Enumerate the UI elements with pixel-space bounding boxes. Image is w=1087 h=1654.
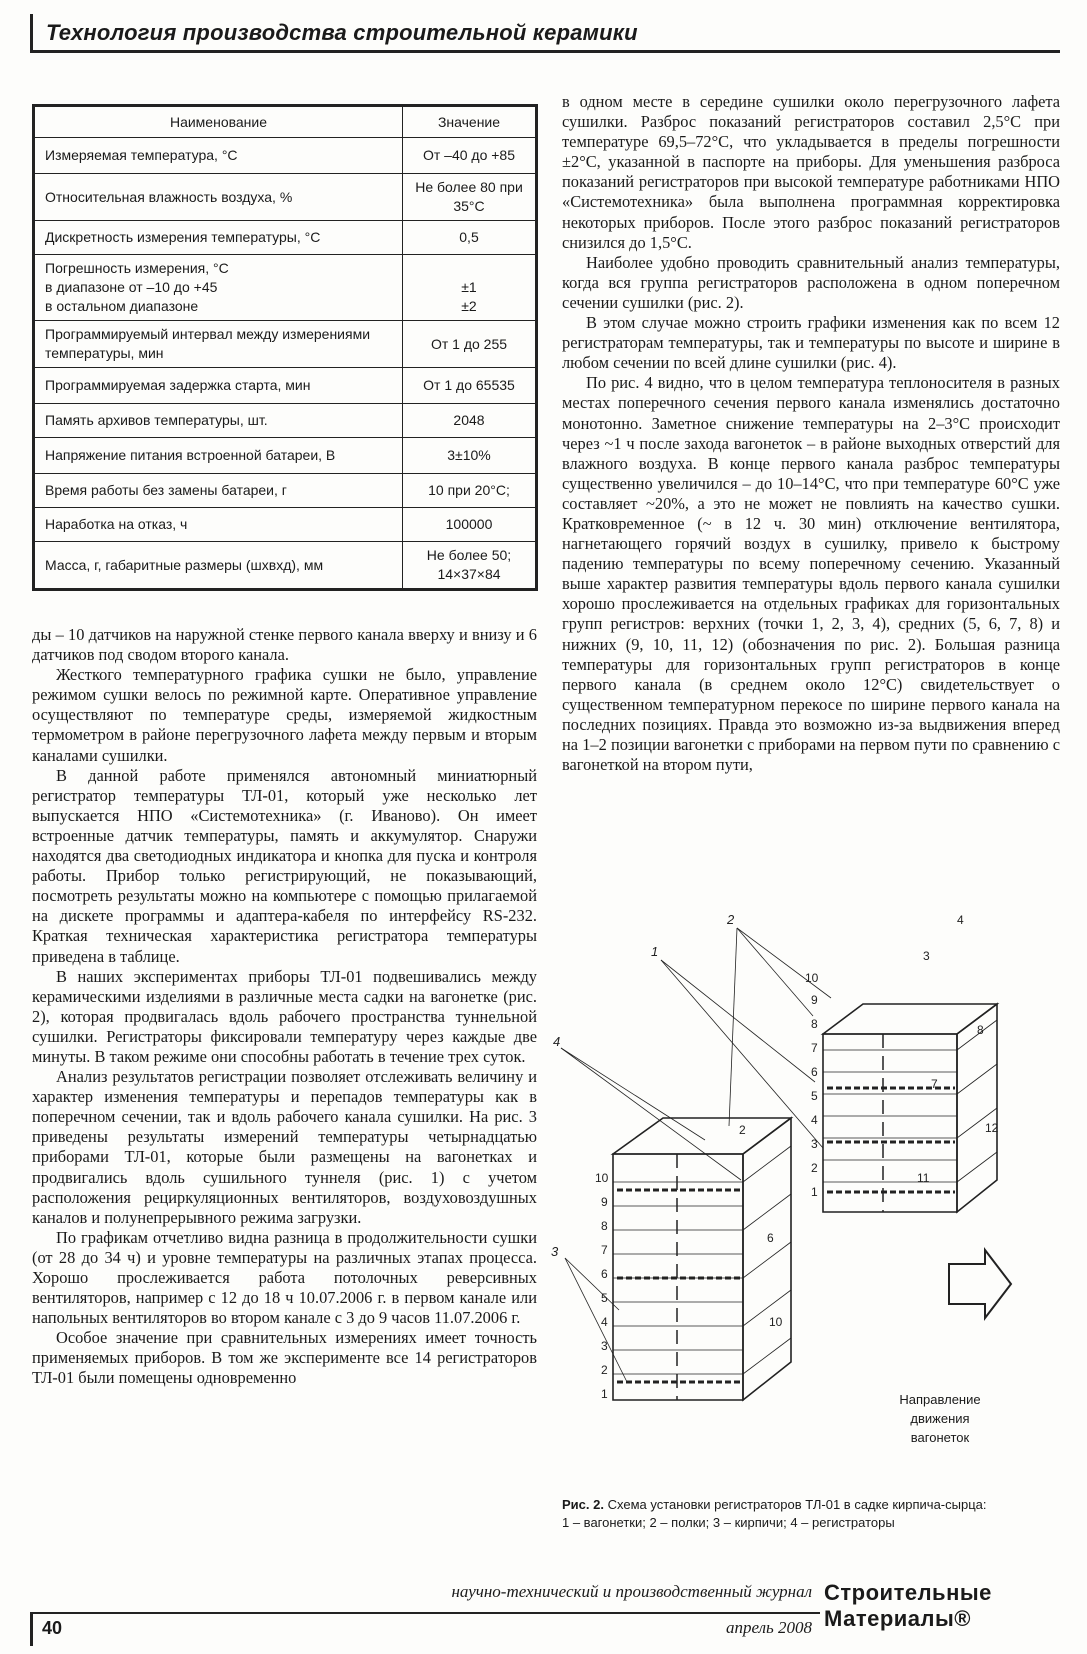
page-footer	[30, 1582, 1060, 1646]
spec-table	[32, 104, 538, 591]
callout-labels	[551, 912, 735, 1259]
row-name: Дискретность измерения температуры, °С	[34, 221, 403, 255]
paragraph: Наиболее удобно проводить сравнительный анализ температуры, когда вся группа регистраторов расположена в одном поперечном сечении сушилки (рис. 2).	[562, 252, 1060, 312]
row-value: 2048	[403, 404, 537, 438]
svg-text:6: 6	[811, 1065, 818, 1079]
paragraph: По рис. 4 видно, что в целом температура теплоносителя в разных местах поперечного сечения первого канала изменялись достаточно монотонно. Заметное снижение температуры на 2–3°С происходит через ~1 ч после захода вагонеток – в районе выходных отверстий для влажного воздуха. В конце первого канала разброс температуры существенно увеличился – до 10–14°С, что при температуре 60°С уже составляет ~20%, а это не может не повлиять на качество сушки. Кратковременное (~ в 12 ч. 30 мин) отключение вентилятора, нагнетающего горячий воздух в сушилку, привело к быстрому падению температуры по всему поперечному сечению. Указанный выше характер развития температуры вдоль первого канала сушилки хорошо прослеживается на отдельных графиках для горизонтальных групп регистров: верхних (точки 1, 2, 3, 4), средних (5, 6, 7, 8) и нижних (9, 10, 11, 12) (обозначения по рис. 2). Большая разница температуры для горизонтальных групп регистраторов в конце первого канала (в среднем около 12°С) свидетельствует о существенном температурном перекосе по ширине первого канала на последних позициях. Правда это возможно из-за выдвижения вперед на 1–2 позиции вагонетки с приборами на первом пути по сравнению с вагонеткой на втором пути,	[562, 373, 1060, 775]
svg-text:1: 1	[811, 1185, 818, 1199]
row-name: Программируемый интервал между измерениями температуры, мин	[34, 321, 403, 368]
row-name: Относительная влажность воздуха, %	[34, 174, 403, 221]
figure-caption	[562, 1496, 1062, 1532]
caption-legend: 1 – вагонетки; 2 – полки; 3 – кирпичи; 4 – регистраторы	[562, 1515, 895, 1530]
svg-text:1: 1	[601, 1387, 608, 1401]
row-value-line: ±2	[461, 298, 477, 314]
figure-loading-diagram	[551, 912, 1065, 1442]
svg-text:11: 11	[917, 1171, 930, 1185]
row-name-line: в диапазоне от –10 до +45	[45, 279, 218, 295]
shelf-numbers-rear	[805, 971, 819, 1199]
svg-text:4: 4	[601, 1315, 608, 1329]
table-row	[34, 404, 537, 438]
svg-text:3: 3	[811, 1137, 818, 1151]
caption-text: Схема установки регистраторов ТЛ-01 в садке кирпича-сырца:	[607, 1497, 987, 1512]
row-value: 3±10%	[403, 438, 537, 474]
table-row	[34, 542, 537, 590]
row-value-line: ±1	[461, 279, 477, 295]
logo-line-1: Строительные	[824, 1580, 992, 1605]
svg-text:3: 3	[601, 1339, 608, 1353]
svg-text:7: 7	[931, 1077, 938, 1091]
svg-text:3: 3	[923, 949, 930, 963]
svg-text:8: 8	[977, 1023, 984, 1037]
callout-3: 3	[551, 1244, 559, 1259]
svg-text:9: 9	[811, 993, 818, 1007]
svg-text:12: 12	[985, 1121, 999, 1135]
table-row	[34, 368, 537, 404]
table-row	[34, 474, 537, 508]
svg-text:9: 9	[601, 1195, 608, 1209]
paragraph: В наших экспериментах приборы ТЛ-01 подвешивались между керамическими изделиями в различные места садки на вагонетке (рис. 2), которая продвигалась вдоль рабочего пространства туннельной сушилки. Регистраторы фиксировали температуру через каждые две минуты. В таком режиме они способны работать в течение трех суток.	[32, 966, 537, 1066]
right-column	[562, 92, 1060, 775]
front-stack	[613, 1118, 791, 1400]
svg-text:2: 2	[811, 1161, 818, 1175]
section-title: Технология производства строительной керамики	[46, 20, 638, 45]
paragraph: в одном месте в середине сушилки около перегрузочного лафета сушилки. Разброс показаний регистраторов составил 2,5°С при температуре 69,5–72°С, что укладывается в пределы погрешности ±2°С, указанной в паспорте на приборы. Для уменьшения разброса показаний регистраторов при высокой температуре работниками НПО «Системотехника» была выполнена программная корректировка некоторых приборов. После этого разброс показаний регистраторов снизился до 1,5°С.	[562, 92, 1060, 252]
paragraph: Анализ результатов регистрации позволяет отслеживать величину и характер изменения температуры и перепадов температуры как в поперечном сечении, так и вдоль рабочего канала сушилки. На рис. 3 приведены результаты измерений температуры четырнадцатью приборами ТЛ-01, которые были размещены на вагонетках и продвигались вдоль сушильного туннеля (рис. 1) с учетом расположения рециркуляционных вентиляторов, воздуховоздушных каналов и полунепрерывного режима загрузки.	[32, 1067, 537, 1227]
row-value: 100000	[403, 508, 537, 542]
paragraph: По графикам отчетливо видна разница в продолжительности сушки (от 28 до 34 ч) и уровне температуры на различных этапах процесса. Хорошо прослеживается работа потолочных реверсивных вентиляторов, например с 12 до 18 ч 10.07.2006 г. в первом канале или напольных вентиляторов во втором канале с 3 до 9 часов 11.07.2006 г.	[32, 1227, 537, 1328]
row-value: От –40 до +85	[403, 138, 537, 174]
svg-text:4: 4	[811, 1113, 818, 1127]
direction-label: Направление движения вагонеток	[899, 1392, 981, 1445]
table-row	[34, 508, 537, 542]
logo-line-2: Материалы®	[824, 1606, 972, 1631]
rear-stack	[823, 1004, 997, 1212]
row-name: Измеряемая температура, °С	[34, 138, 403, 174]
table-row	[34, 321, 537, 368]
svg-text:2: 2	[739, 1123, 746, 1137]
paragraph: ды – 10 датчиков на наружной стенке первого канала вверху и внизу и 6 датчиков под сводом второго канала.	[32, 625, 537, 665]
svg-text:10: 10	[595, 1171, 609, 1185]
svg-text:4: 4	[957, 913, 964, 927]
row-name: Время работы без замены батареи, г	[34, 474, 403, 508]
callout-1: 1	[651, 944, 659, 959]
svg-text:5: 5	[601, 1291, 608, 1305]
table-row	[34, 138, 537, 174]
callout-2: 2	[727, 912, 735, 927]
row-value: От 1 до 255	[403, 321, 537, 368]
row-value: От 1 до 65535	[403, 368, 537, 404]
journal-logo	[824, 1580, 1034, 1632]
row-name: Память архивов температуры, шт.	[34, 404, 403, 438]
row-name: Напряжение питания встроенной батареи, В	[34, 438, 403, 474]
svg-text:2: 2	[601, 1363, 608, 1377]
table-header-row	[34, 106, 537, 138]
svg-text:8: 8	[811, 1017, 818, 1031]
kiln-car-diagram	[551, 912, 1065, 1442]
row-value	[403, 255, 537, 321]
page-number: 40	[42, 1618, 63, 1638]
shelf-numbers-front	[595, 1171, 609, 1401]
svg-text:7: 7	[601, 1243, 608, 1257]
caption-label: Рис. 2.	[562, 1497, 604, 1512]
callout-4: 4	[553, 1034, 561, 1049]
column-header-value: Значение	[403, 106, 537, 138]
table-row	[34, 221, 537, 255]
left-column	[32, 625, 537, 1389]
row-value: 10 при 20°С;	[403, 474, 537, 508]
direction-arrow-icon	[949, 1250, 1011, 1318]
row-value: Не более 80 при 35°С	[403, 174, 537, 221]
svg-text:6: 6	[601, 1267, 608, 1281]
svg-text:7: 7	[811, 1041, 818, 1055]
column-header-name: Наименование	[34, 106, 403, 138]
footer-vertical-rule	[30, 1612, 33, 1646]
row-value: Не более 50; 14×37×84	[403, 542, 537, 590]
svg-text:10: 10	[769, 1315, 783, 1329]
svg-text:6: 6	[767, 1231, 774, 1245]
journal-name: научно-технический и производственный журнал	[451, 1582, 812, 1601]
paragraph: В данной работе применялся автономный миниатюрный регистратор температуры ТЛ-01, который уже несколько лет выпускается НПО «Системотехника» (г. Иваново). Он имеет встроенные датчик температуры, память и аккумулятор. Снаружи находятся два светодиодных индикатора и кнопка для пуска и контроля работы. Прибор только регистрирующий, не показывающий, посмотреть результаты можно на компьютере с помощью прилагаемой на дискете программы и адаптера-кабеля по интерфейсу RS-232. Краткая техническая характеристика регистратора температуры приведена в таблице.	[32, 765, 537, 966]
table-row	[34, 438, 537, 474]
row-name-line: Погрешность измерения, °С	[45, 260, 229, 276]
row-name: Наработка на отказ, ч	[34, 508, 403, 542]
paragraph: Жесткого температурного графика сушки не было, управление режимом сушки велось по режимной карте. Оперативное управление осуществляют по температуре среды, измеряемой жидкостным термометром в районе перегрузочного лафета между первым и вторым каналами сушилки.	[32, 665, 537, 765]
row-name: Программируемая задержка старта, мин	[34, 368, 403, 404]
svg-text:10: 10	[805, 971, 819, 985]
svg-text:8: 8	[601, 1219, 608, 1233]
row-name: Масса, г, габаритные размеры (шхвхд), мм	[34, 542, 403, 590]
issue-date: апрель 2008	[725, 1618, 812, 1637]
row-value: 0,5	[403, 221, 537, 255]
footer-rule	[30, 1612, 820, 1614]
table-row	[34, 174, 537, 221]
paragraph: Особое значение при сравнительных измерениях имеет точность применяемых приборов. В том же эксперименте все 14 регистраторов ТЛ-01 были помещены одновременно	[32, 1328, 537, 1388]
table-row	[34, 255, 537, 321]
row-name-line: в остальном диапазоне	[45, 298, 199, 314]
row-name	[34, 255, 403, 321]
running-header	[30, 14, 1060, 53]
paragraph: В этом случае можно строить графики изменения как по всем 12 регистраторам температуры, так и температуры по высоте и ширине в любом сечении по всей длине сушилки (рис. 4).	[562, 313, 1060, 373]
svg-text:5: 5	[811, 1089, 818, 1103]
